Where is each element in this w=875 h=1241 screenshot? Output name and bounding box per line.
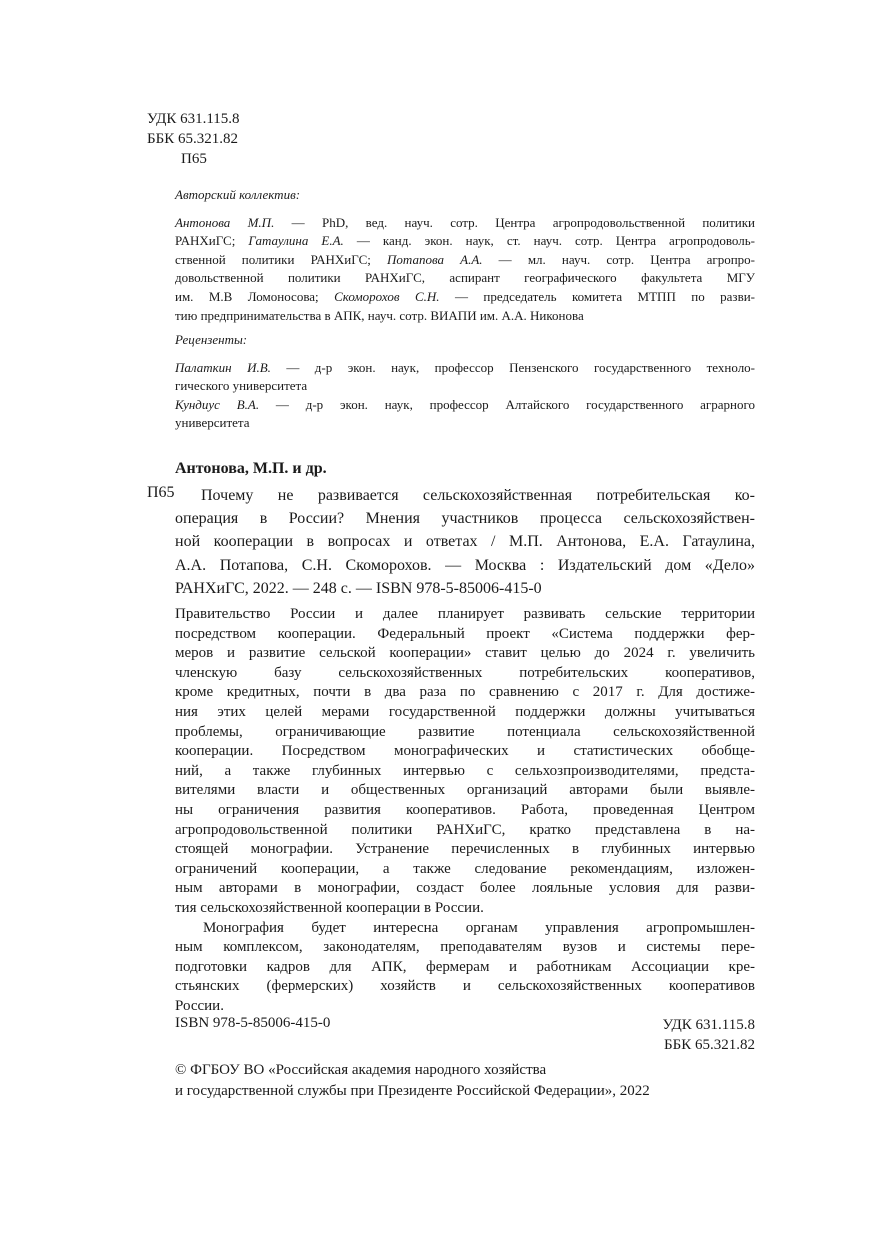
- reference-line: А.А. Потапова, С.Н. Скоморохов. — Москва : Издательский дом «Дело»: [175, 556, 755, 574]
- copyright-line: и государственной службы при Президенте Российской Федерации», 2022: [175, 1083, 650, 1099]
- author-desc: — канд. экон. наук, ст. науч. сотр. Центра агропродоволь-: [343, 233, 755, 249]
- author-desc: — мл. науч. сотр. Центра агропро-: [482, 251, 755, 267]
- abstract-line: России.: [175, 997, 224, 1014]
- authors-line: [175, 307, 755, 326]
- reviewer-line: [175, 359, 755, 378]
- reviewer-desc: — д-р экон. наук, профессор Алтайского государственного аграрного: [259, 396, 756, 412]
- author-name: Скоморохов С.Н.: [334, 288, 440, 304]
- authors-block: [175, 186, 755, 325]
- abstract: [175, 605, 755, 1016]
- reference-line: Почему не развивается сельскохозяйственная потребительская ко-: [201, 487, 755, 504]
- reviewer-name: Палаткин И.В.: [175, 359, 271, 375]
- authors-label: Авторский коллектив:: [175, 187, 301, 202]
- reference-line: ной кооперации в вопросах и ответах / М.П. Антонова, Е.А. Гатаулина,: [175, 533, 755, 551]
- authors-line: [175, 269, 755, 288]
- authors-line: [175, 232, 755, 251]
- author-desc: — председатель комитета МТПП по разви-: [439, 288, 755, 304]
- abstract-line: ны ограничения развития кооперативов. Работа, проведенная Центром: [175, 801, 755, 818]
- copyright: [175, 1060, 650, 1102]
- abstract-line: посредством кооперации. Федеральный проект «Система поддержки фер-: [175, 625, 755, 642]
- author-name: Антонова М.П.: [175, 214, 275, 230]
- abstract-line: вителями власти и общественных организаций авторами были выявле-: [175, 782, 755, 799]
- author-name: Потапова А.А.: [387, 251, 483, 267]
- author-desc: довольственной политики РАНХиГС, аспирант географического факультета МГУ: [175, 270, 755, 286]
- reviewer-desc: — д-р экон. наук, профессор Пензенского государственного техноло-: [270, 359, 756, 375]
- author-desc: им. М.В Ломоносова;: [175, 288, 335, 304]
- abstract-line: Правительство России и далее планирует развивать сельские территории: [175, 606, 755, 622]
- abstract-paragraph-1: [175, 605, 755, 919]
- author-mark: П65: [181, 151, 207, 167]
- isbn: ISBN 978-5-85006-415-0: [175, 1015, 331, 1031]
- reference-line: РАНХиГС, 2022. — 248 с. — ISBN 978-5-85006-415-0: [175, 579, 542, 597]
- footer-bbk: ББК 65.321.82: [664, 1037, 755, 1053]
- copyright-line: © ФГБОУ ВО «Российская академия народного хозяйства: [175, 1062, 547, 1078]
- abstract-line: стоящей монографии. Устранение перечисленных в глубинных интервью: [175, 841, 755, 858]
- abstract-line: ния этих целей мерами государственной поддержки должны учитываться: [175, 703, 755, 720]
- author-desc: тию предпринимательства в АПК, науч. сотр. ВИАПИ им. А.А. Никонова: [175, 307, 584, 323]
- abstract-line: стьянских (фермерских) хозяйств и сельскохозяйственных кооперативов: [175, 978, 755, 995]
- reviewer-line: [175, 396, 755, 415]
- abstract-line: ний, а также глубинных интервью с сельхозпроизводителями, предста-: [175, 762, 755, 779]
- reference-line: операция в России? Мнения участников процесса сельскохозяйствен-: [175, 510, 755, 528]
- reviewers-label: Рецензенты:: [175, 332, 248, 347]
- authors-line: [175, 251, 755, 270]
- reviewers-block: [175, 331, 755, 433]
- classification-codes: [147, 109, 240, 169]
- abstract-line: агропродовольственной политики РАНХиГС, кратко представлена в на-: [175, 821, 755, 838]
- reviewer-name: Кундиус В.А.: [175, 396, 260, 412]
- reviewer-2: [175, 396, 755, 433]
- abstract-line: ограничений кооперации, а также следование рекомендациям, изложен-: [175, 860, 755, 877]
- bbk-code: ББК 65.321.82: [147, 131, 238, 147]
- reviewer-line: гического университета: [175, 378, 308, 394]
- reviewer-line: университета: [175, 415, 250, 431]
- authors-line: [175, 214, 755, 233]
- reference-author: Антонова, М.П. и др.: [175, 460, 327, 477]
- abstract-line: членскую базу сельскохозяйственных потребительских кооперативов,: [175, 664, 755, 681]
- abstract-line: тия сельскохозяйственной кооперации в России.: [175, 899, 484, 916]
- footer-udk: УДК 631.115.8: [662, 1017, 755, 1033]
- abstract-line: кроме кредитных, почти в два раза по сравнению с 2017 г. Для достиже-: [175, 684, 755, 701]
- author-desc: — PhD, вед. науч. сотр. Центра агропродовольственной политики: [274, 214, 755, 230]
- abstract-line: Монография будет интересна органам управления агропромышлен-: [203, 919, 755, 936]
- authors-text: [175, 214, 755, 326]
- abstract-line: кооперации. Посредством монографических и статистических обобще-: [175, 743, 755, 760]
- abstract-line: меров и развитие сельской кооперации» ставит целью до 2024 г. увеличить: [175, 645, 755, 662]
- reference-text: [175, 484, 755, 600]
- abstract-paragraph-2: [175, 919, 755, 1017]
- abstract-line: ным авторами в монографии, создаст более лояльные условия для разви-: [175, 880, 755, 897]
- author-desc: ственной политики РАНХиГС;: [175, 251, 388, 267]
- abstract-line: подготовки кадров для АПК, фермерам и работникам Ассоциации кре-: [175, 958, 755, 975]
- udk-code: УДК 631.115.8: [147, 111, 240, 127]
- reviewer-1: [175, 359, 755, 396]
- abstract-line: проблемы, ограничивающие развитие потенциала сельскохозяйственной: [175, 723, 755, 740]
- reference-code: П65: [147, 484, 175, 501]
- footer-codes: [662, 1015, 755, 1055]
- authors-line: [175, 288, 755, 307]
- author-desc: РАНХиГС;: [175, 233, 249, 249]
- abstract-line: ным комплексом, законодателям, преподавателям вузов и системы пере-: [175, 939, 755, 956]
- author-name: Гатаулина Е.А.: [248, 233, 344, 249]
